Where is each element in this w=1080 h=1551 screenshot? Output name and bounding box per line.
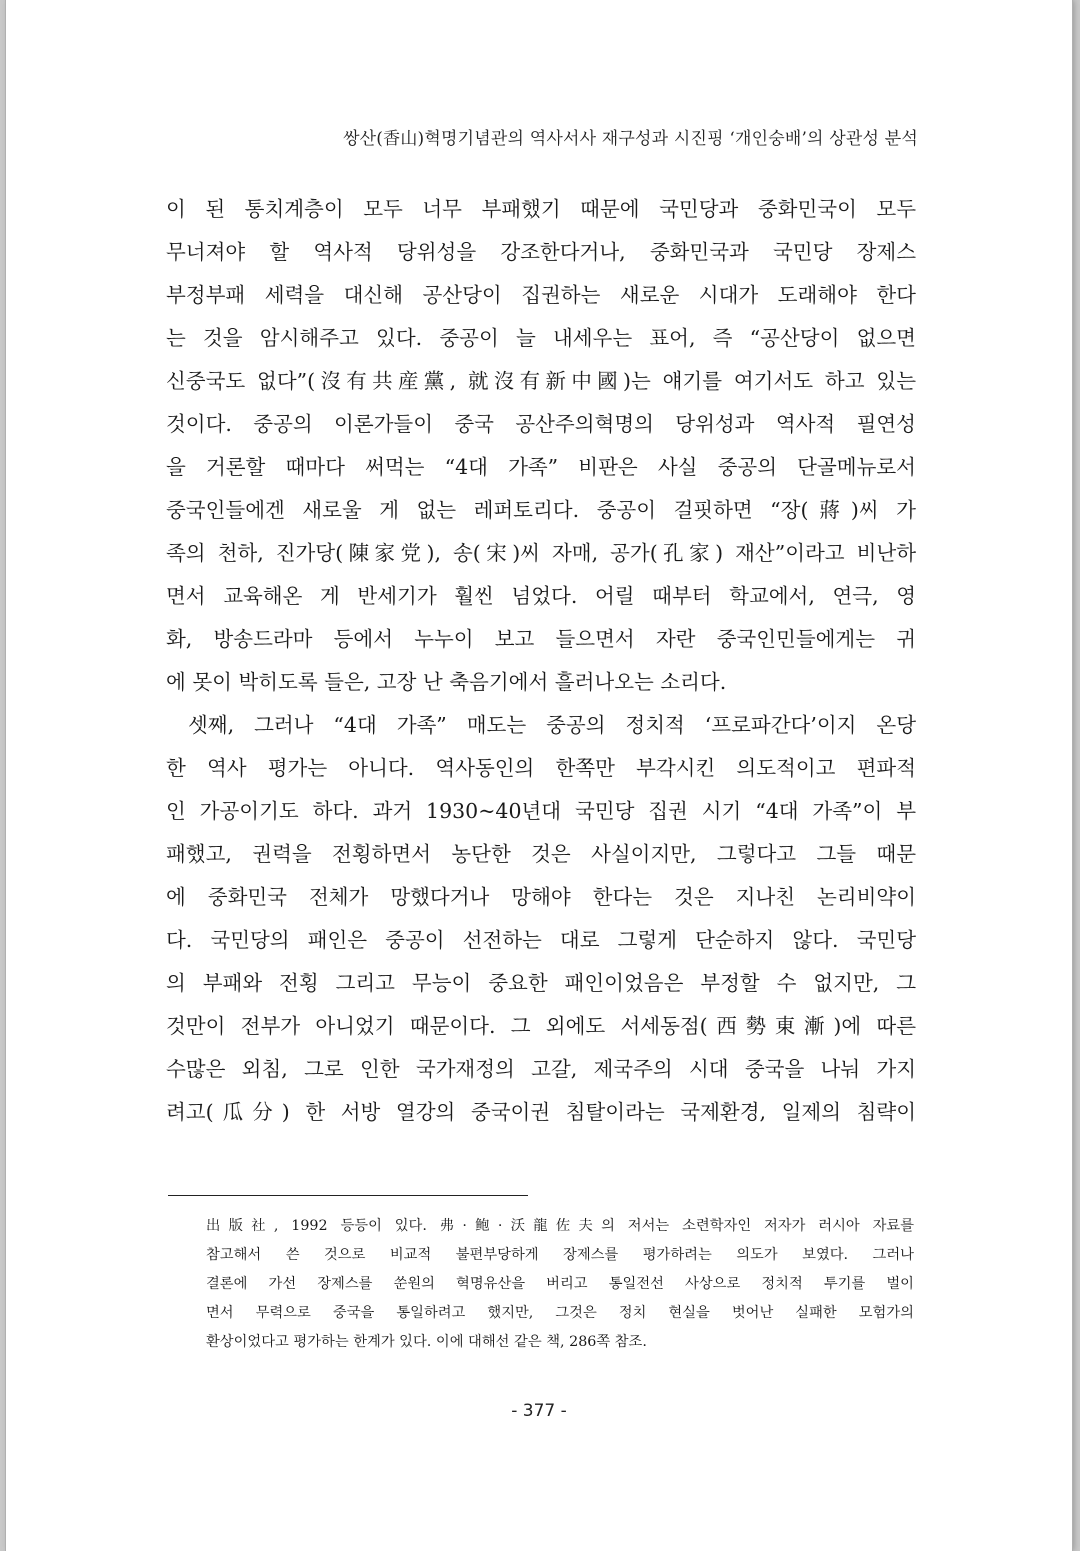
body-line: 무너져야 할 역사적 당위성을 강조한다거나, 중화민국과 국민당 장제스	[166, 240, 916, 264]
footnote	[206, 1212, 914, 1357]
body-line: 셋째, 그러나 “4대 가족” 매도는 중공의 정치적 ‘프로파간다’이지 온당	[188, 713, 916, 737]
body-line: 면서 교육해온 게 반세기가 훨씬 넘었다. 어릴 때부터 학교에서, 연극, 영	[166, 584, 916, 608]
body-line: 부정부패 세력을 대신해 공산당이 집권하는 새로운 시대가 도래해야 한다	[166, 283, 916, 307]
footnote-line: 참고해서 쓴 것으로 비교적 불편부당하게 장제스를 평가하려는 의도가 보였다. 그러나	[206, 1247, 914, 1263]
body-line: 족의 천하, 진가당(陳家党), 송(宋)씨 자매, 공가(孔家) 재산”이라고 비난하	[166, 541, 916, 565]
body-line: 려고(瓜分) 한 서방 열강의 중국이권 침탈이라는 국제환경, 일제의 침략이	[166, 1100, 916, 1124]
body-line: 다. 국민당의 패인은 중공이 선전하는 대로 그렇게 단순하지 않다. 국민당	[166, 928, 916, 952]
footnote-line: 出版社, 1992 등등이 있다. 弗·鲍·沃龍佐夫의 저서는 소련학자인 저자가 러시아 자료를	[206, 1218, 914, 1234]
body-line: 이 된 통치계층이 모두 너무 부패했기 때문에 국민당과 중화민국이 모두	[166, 197, 916, 221]
body-text	[166, 188, 916, 1134]
document-page	[6, 0, 1072, 1551]
body-line: 패했고, 권력을 전횡하면서 농단한 것은 사실이지만, 그렇다고 그들 때문	[166, 842, 916, 866]
body-line: 을 거론할 때마다 써먹는 “4대 가족” 비판은 사실 중공의 단골메뉴로서	[166, 455, 916, 479]
body-line: 인 가공이기도 하다. 과거 1930~40년대 국민당 집권 시기 “4대 가족”이 부	[166, 799, 916, 823]
body-line: 는 것을 암시해주고 있다. 중공이 늘 내세우는 표어, 즉 “공산당이 없으면	[166, 326, 916, 350]
footnote-line: 면서 무력으로 중국을 통일하려고 했지만, 그것은 정치 현실을 벗어난 실패한 모험가의	[206, 1305, 914, 1321]
body-line: 수많은 외침, 그로 인한 국가재정의 고갈, 제국주의 시대 중국을 나눠 가지	[166, 1057, 916, 1081]
footnote-divider	[168, 1195, 528, 1196]
body-line: 중국인들에겐 새로울 게 없는 레퍼토리다. 중공이 걸핏하면 “장(蔣)씨 가	[166, 498, 916, 522]
body-line: 한 역사 평가는 아니다. 역사동인의 한쪽만 부각시킨 의도적이고 편파적	[166, 756, 916, 780]
body-line: 화, 방송드라마 등에서 누누이 보고 들으면서 자란 중국인민들에게는 귀	[166, 627, 916, 651]
body-line: 의 부패와 전횡 그리고 무능이 중요한 패인이었음은 부정할 수 없지만, 그	[166, 971, 916, 995]
body-line: 신중국도 없다”(沒有共産黨, 就沒有新中國)는 얘기를 여기서도 하고 있는	[166, 369, 916, 393]
footnote-line: 환상이었다고 평가하는 한계가 있다. 이에 대해선 같은 책, 286쪽 참조.	[206, 1334, 647, 1350]
body-line: 것이다. 중공의 이론가들이 중국 공산주의혁명의 당위성과 역사적 필연성	[166, 412, 916, 436]
footnote-line: 결론에 가선 장제스를 쑨원의 혁명유산을 버리고 통일전선 사상으로 정치적 투기를 벌이	[206, 1276, 914, 1292]
running-header: 쌍산(香山)혁명기념관의 역사서사 재구성과 시진핑 ‘개인숭배’의 상관성 분석	[343, 129, 918, 149]
page-number: - 377 -	[511, 1401, 567, 1421]
body-line: 에 못이 박히도록 들은, 고장 난 축음기에서 흘러나오는 소리다.	[166, 670, 727, 694]
body-line: 것만이 전부가 아니었기 때문이다. 그 외에도 서세동점(西勢東漸)에 따른	[166, 1014, 916, 1038]
body-line: 에 중화민국 전체가 망했다거나 망해야 한다는 것은 지나친 논리비약이	[166, 885, 916, 909]
